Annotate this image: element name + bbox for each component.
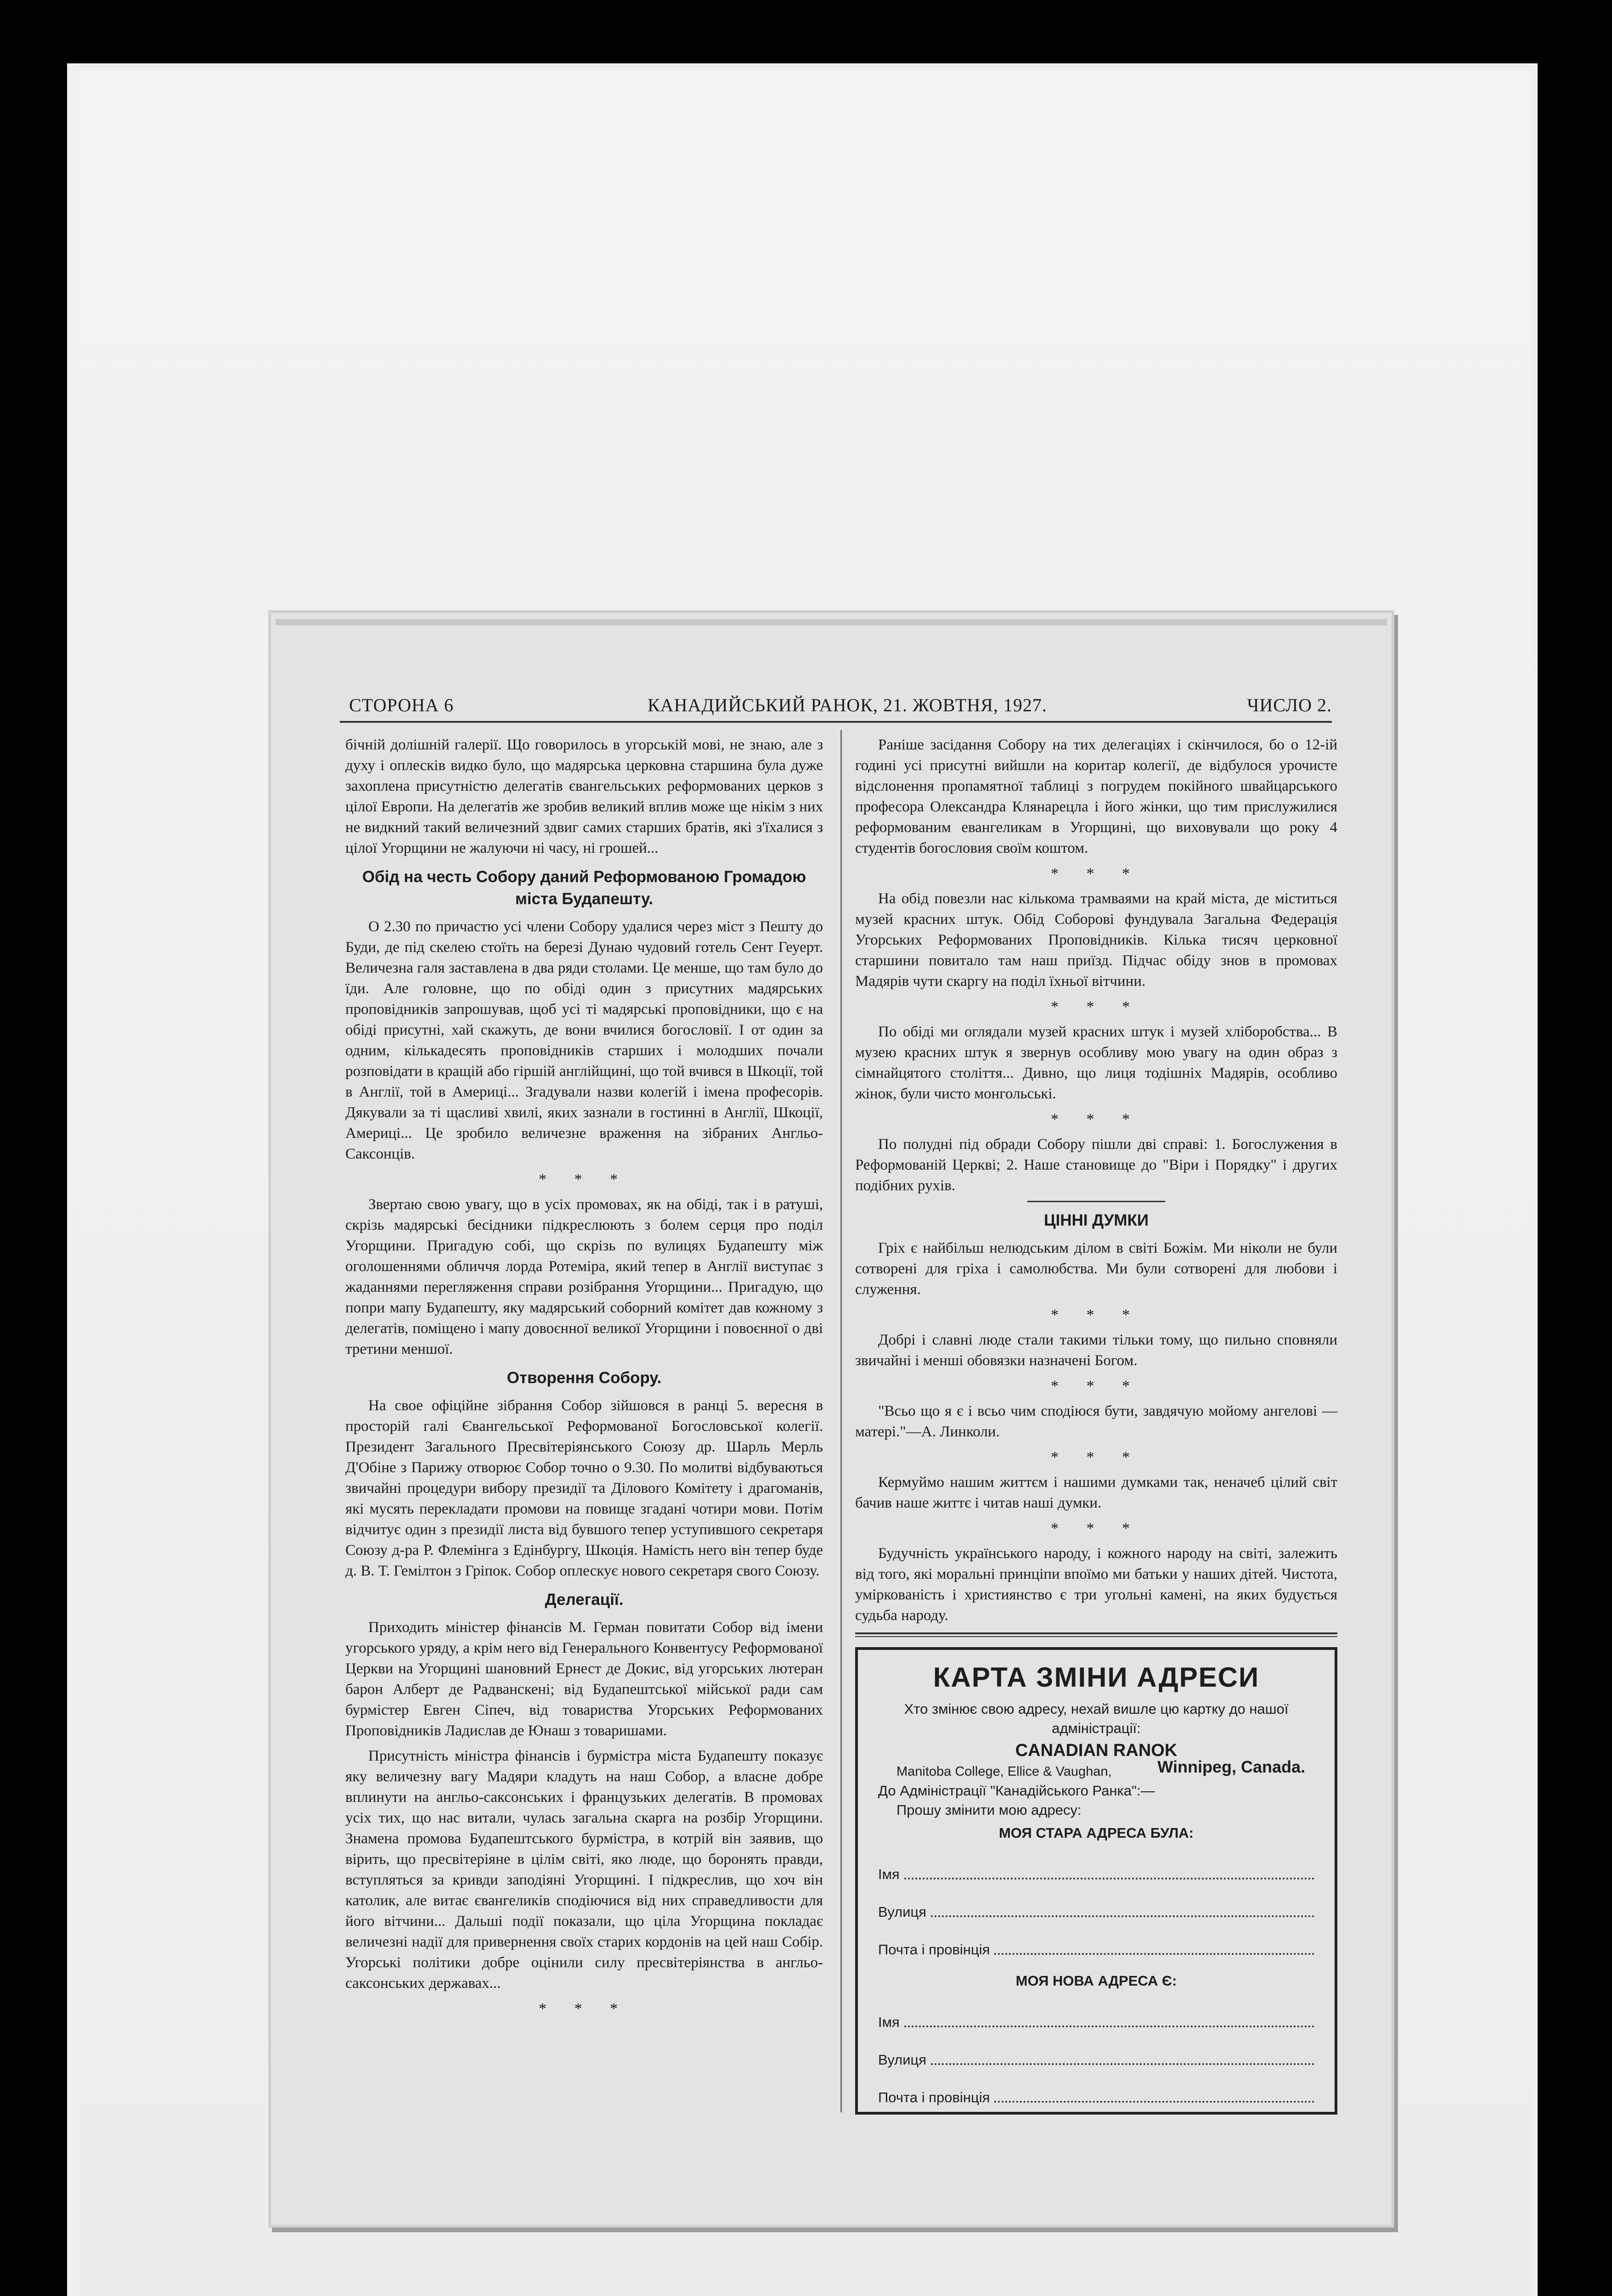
- card-request: Прошу змінити мою адресу:: [896, 1802, 1082, 1818]
- section-separator: * * *: [539, 1171, 630, 1188]
- left-column: [345, 735, 823, 2024]
- quote: Будучність українського народу, і кожного народу на світі, залежить від того, які моральні принціпи впоїмо ми батьки у наших дітей. Чистота, умірковaність і християнство є три угольні камені, на яких будується судьба народу.: [855, 1545, 1337, 1624]
- issue-number: ЧИСЛО 2.: [1247, 695, 1332, 715]
- header-rule: [340, 721, 1332, 723]
- fill-line: [994, 1953, 1314, 1955]
- paragraph: На свое офіційне зібрання Собор зійшовся в ранці 5. вересня в просторій галі Євангельської Реформованої Богословської колегії. Президент Загального Пресвітеріянського Союзу др. Шарль Мерль Д'Обіне з Парижу отворює Собор точно о 9.30. По молитві відбуваються звичайні процедури вибору президії та Ділового Комітету і драгоманів, які мусять перекладати промови на повище згадані чотири мови. Потім відчитує один з президії листа від бувшого тепер уступившого секретаря Союзу д-ра Р. Флемінга з Едінбургу, Шкоція. Намість него він тепер буде д. В. Т. Гемілтон з Гріпок. Собор оплескує нового секретаря свого Союзу.: [345, 1397, 823, 1579]
- paragraph: По обіді ми оглядали музей красних штук і музей хліборобства... В музею красних штук я звернув особливу мою увагу на один образ з сімнайцятого століття... Дивно, що лиця тодішніх Мадярів, особливо жінок, були чисто монгольські.: [855, 1024, 1337, 1102]
- field-label: Імя: [878, 1866, 900, 1882]
- field-label: Почта і провінція: [878, 1941, 990, 1958]
- double-rule: [855, 1632, 1337, 1637]
- field-label: Почта і провінція: [878, 2089, 990, 2105]
- page-header: [349, 694, 1332, 722]
- fill-line: [931, 1915, 1314, 1917]
- old-address-heading: МОЯ СТАРА АДРЕСА БУЛА:: [998, 1825, 1194, 1841]
- field-label: Імя: [878, 2014, 900, 2030]
- page-top-edge: [276, 619, 1387, 625]
- paragraph: Звертаю свою увагу, що в усіх промовах, як на обіді, так і в ратуші, скрізь мадярські бесідники підкреслюють з болем серця про поділ Угорщини. Пригадую собі, що скрізь по вулицях Будапешту між оголошеннями обличчя лорда Ротеміра, який тепер в Англії виступає з жаданнями перегляження справи розібрання Угорщини... Пригадую, що попри мапу Будапешту, яку мадярський соборний комітет дав кожному з делегатів, поміщено і мапу довоєнної великої Угорщини і повоєнної о дві третини меншої.: [345, 1196, 823, 1357]
- new-name-field[interactable]: [878, 1994, 1314, 2032]
- new-street-field[interactable]: [878, 2032, 1314, 2070]
- quote: Кермуймо нашим життєм і нашими думками так, неначеб цілий світ бачив наше життє і читав наші думки.: [855, 1474, 1337, 1511]
- quote: "Всьо що я є і всьо чим сподіюся бути, завдячую мойому ангелові — матері."—А. Линколи.: [855, 1403, 1337, 1440]
- quote: Добрі і славні люде стали такими тільки тому, що пильно сповняли звичайні і менші обовязки назначені Богом.: [855, 1332, 1337, 1369]
- paragraph: На обід повезли нас кількома трамваями на край міста, де міститься музей красних штук. Обід Соборові фундувала Загальна Федерація Угорських Реформованих Проповідників. Кілька тисяч церковної старшини повитало там наш приїзд. Підчас обіду знов в промовах Мадярів чути скаргу на поділ їхньої вітчини.: [855, 890, 1337, 990]
- section-separator: * * *: [1051, 865, 1142, 882]
- column-divider: [840, 730, 842, 2112]
- section-separator: * * *: [1051, 1111, 1142, 1128]
- section-separator: * * *: [1051, 1378, 1142, 1395]
- section-separator: * * *: [1051, 1520, 1142, 1537]
- organization-name: CANADIAN RANOK: [1015, 1741, 1178, 1760]
- section-heading: ЦІННІ ДУМКИ: [1043, 1211, 1149, 1229]
- address-change-card: [855, 1647, 1337, 2115]
- paragraph: Приходить міністер фінансів М. Герман повитати Собор від імени угорського уряду, а крім него від Генерального Конвентусу Реформованої Церкви на Угорщині шановний Ернест де Докис, від угорських лютеран барон Алберт де Радванскені; від Будапештської мійської ради сам бурмістер Евген Сіпеч, від товариства Угорських Реформованих Проповідників Ладислав де Юнаш з товаришами.: [345, 1619, 823, 1739]
- section-separator: * * *: [1051, 1449, 1142, 1466]
- page-number: СТОРОНА 6: [349, 695, 454, 715]
- card-intro: Хто змінює свою адресу, нехай вишле цю картку до нашої адміністрації:: [904, 1701, 1289, 1736]
- section-separator: * * *: [1051, 1306, 1142, 1323]
- masthead-date: КАНАДИЙСЬКИЙ РАНОК, 21. ЖОВТНЯ, 1927.: [648, 695, 1047, 715]
- new-address-heading: МОЯ НОВА АДРЕСА Є:: [1015, 1973, 1177, 1989]
- section-heading: Отворення Собору.: [507, 1369, 662, 1387]
- section-separator: * * *: [1051, 998, 1142, 1015]
- fill-line: [904, 1878, 1314, 1880]
- old-post-field[interactable]: [878, 1922, 1314, 1959]
- field-label: Вулиця: [878, 2052, 927, 2068]
- paragraph: По полудні під обради Собору пішли дві справі: 1. Богослужения в Реформованій Церкві; 2. Наше становище до "Віри і Порядку" і других подібних рухів.: [855, 1136, 1337, 1194]
- field-label: Вулиця: [878, 1904, 927, 1920]
- section-separator: * * *: [539, 2000, 630, 2017]
- card-recipient: До Адміністрації "Канадійського Ранка":—: [878, 1783, 1155, 1799]
- fill-line: [931, 2063, 1314, 2065]
- paragraph: Раніше засідання Собору на тих делегаціях і скінчилося, бо о 12-ій годині усі присутні вийшли на коритар колегії, де відбулося урочисте відслонення пропамятної таблиці з погрудем покійного швайцарського професора Олександра Клянарецла і його жінки, що тим прислужилися реформованим евангеликам в Угорщині, що виховували що року 4 студентів богословия своїм коштом.: [855, 737, 1337, 856]
- right-column: [855, 735, 1337, 2115]
- section-heading: Обід на честь Собору даний Реформованою Громадою міста Будапешту.: [362, 868, 806, 908]
- new-post-field[interactable]: [878, 2070, 1314, 2107]
- quote: Гріх є найбільш нелюдським ділом в світі Божім. Ми ніколи не були сотворені для гріха і самолюбства. Ми були сотворені для любови і служення.: [855, 1240, 1337, 1298]
- organization-address: [878, 1757, 1314, 1781]
- paragraph: О 2.30 по причастю усі члени Собору удалися через міст з Пешту до Буди, де під скелею стоїть на березі Дунаю чудовий готель Сент Геуерт. Величезна галя заставлена в два ряди столами. Це менше, що там було до їди. Але головне, що по обіді один з присутних мадярських проповідників запрошував, щоб усі ті мадярські проповідники, що є на обіді присутні, хай скажуть, де вони вчилися богословії. І от один за одним, кількадесять проповідників старших і молодших почали розповідати в кращій або гіршій англійщині, що той вчився в Шкоції, той в Англії, той в Америці... Згадували назви колегій і імена професорів. Дякували за ті щасливі хвилі, яких зазнали в гостинні в Англії, Шкоції, Америці... Це зробило величезне враження на зібраних Англьо-Саксонців.: [345, 918, 823, 1162]
- address-line: Manitoba College, Ellice & Vaughan,: [896, 1764, 1112, 1779]
- old-street-field[interactable]: [878, 1884, 1314, 1922]
- card-title: КАРТА ЗМІНИ АДРЕСИ: [933, 1662, 1260, 1693]
- paragraph: Присутність міністра фінансів і бурмістра міста Будапешту показує яку величезну вагу Мадяри кладуть на наш Собор, а власне добре вплинути на англьо-саксонських і французьких делегатів. В промовах усіх тих, що нас витали, чулась загальна скарга на розбір Угорщини. Знамена промова Будапештського бурмістра, в котрій він заявив, що вірить, що пресвітеріяне в цілім світі, яко люде, що боронять правди, вступляться за кривди заподіяні Угорщині. І підкреслив, що хоч він католик, але витає євангеликів сподіючися від них справедливости для його вітчини... Дальші події показали, що ціла Угорщина покладає величезні надії для привернення своїх старих кордонів на цей наш Собір. Угорські політики добре оцінили силу пресвітеріянства в англьо-саксонських державах...: [345, 1748, 823, 1992]
- old-name-field[interactable]: [878, 1846, 1314, 1884]
- fill-line: [904, 2026, 1314, 2027]
- fill-line: [994, 2101, 1314, 2103]
- address-city: Winnipeg, Canada.: [1157, 1757, 1305, 1776]
- paragraph: бічній долішній галерії. Що говорилось в угорській мові, не знаю, але з духу і оплесків видко було, що мадярська церковна старшина була дуже захоплена присутністю делегатів євангельських реформованих церков з цілої Европи. На делегатів же зробив великий вплив може ще нікім з них не видкний такий величезний здвиг самих старших братів, які з'їхалися з цілої Угорщини не жалуючи ні часу, ні грошей...: [345, 737, 823, 856]
- heading-rule: [1027, 1201, 1165, 1202]
- section-heading: Делегації.: [545, 1591, 624, 1609]
